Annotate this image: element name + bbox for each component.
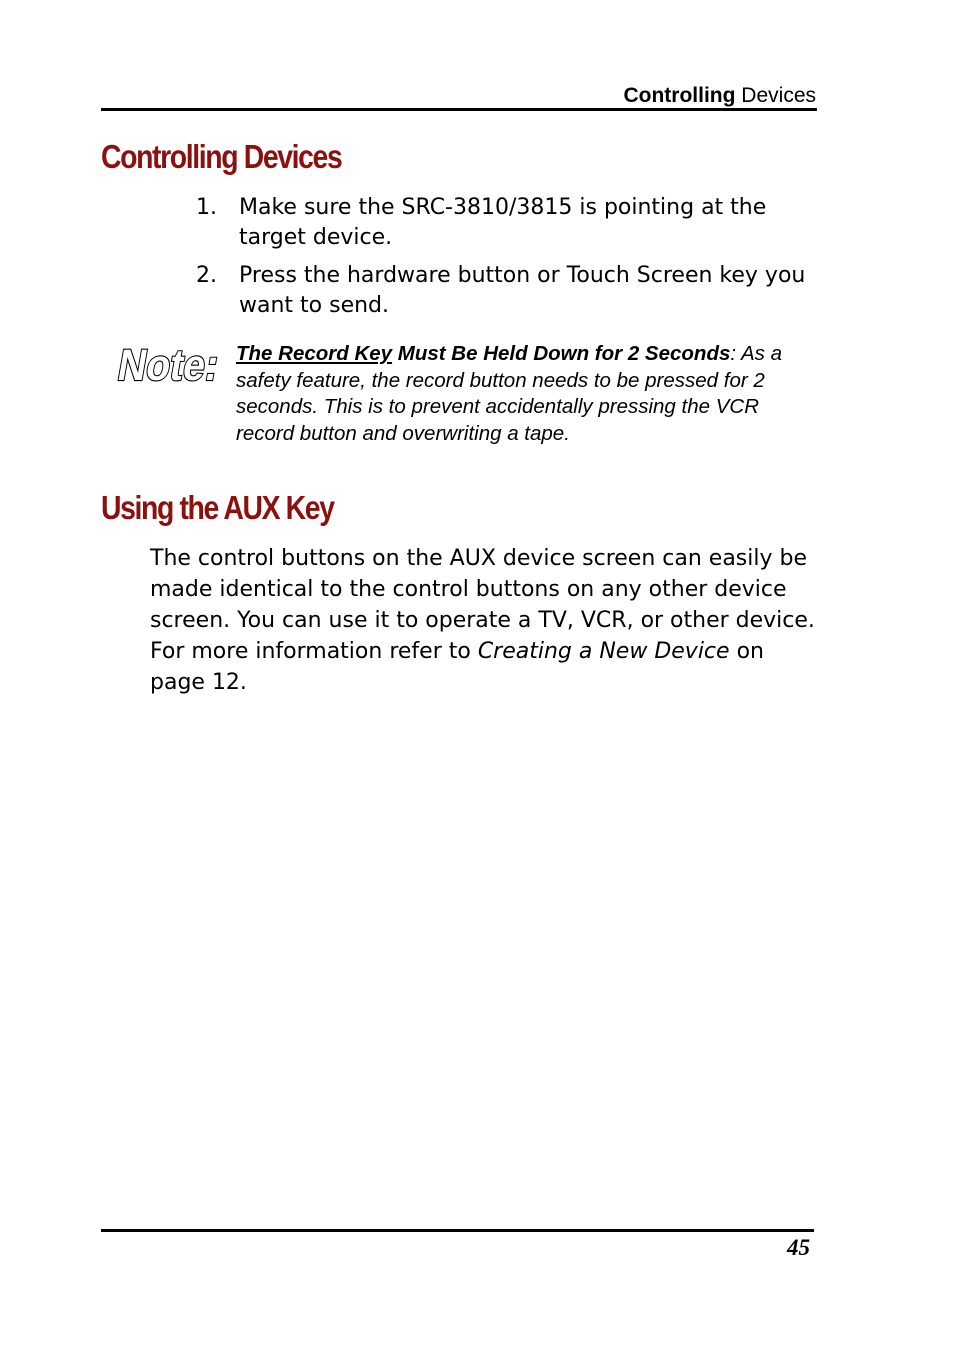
note-title-link[interactable]: The Record Key xyxy=(236,342,393,365)
page-number: 45 xyxy=(787,1235,810,1260)
note-text xyxy=(236,341,816,447)
running-header xyxy=(623,83,816,109)
step-text: Press the hardware button or Touch Screen key you want to send. xyxy=(239,263,806,318)
aux-paragraph xyxy=(150,543,818,698)
section-heading-controlling-devices: Controlling Devices xyxy=(101,138,342,175)
aux-paragraph-text: The control buttons on the AUX device screen can easily be made identical to the control buttons on any other device screen. You can use it to operate a TV, VCR, or other device. For more information refer to xyxy=(150,546,815,664)
step-number: 2. xyxy=(196,263,217,288)
aux-paragraph-text-end: on page 12. xyxy=(150,639,764,695)
note-title: Must Be Held Down for 2 Seconds xyxy=(392,342,731,365)
header-rule xyxy=(101,108,817,111)
note-title-colon: : xyxy=(730,342,737,365)
steps-list xyxy=(196,193,826,329)
step-number: 1. xyxy=(196,195,217,220)
step-text: Make sure the SRC-3810/3815 is pointing at the target device. xyxy=(239,195,767,250)
note-badge-text: Note: xyxy=(114,341,236,390)
creating-device-link[interactable]: Creating a New Device xyxy=(477,639,730,664)
running-header-bold: Controlling xyxy=(623,84,736,107)
note-body: As a safety feature, the record button needs to be pressed for 2 seconds. This is to prevent accidentally pressing the VCR record button and overwriting a tape. xyxy=(236,342,783,445)
list-item xyxy=(196,261,826,321)
list-item xyxy=(196,193,826,253)
note-badge-icon xyxy=(108,334,236,392)
section-heading-using-aux-key: Using the AUX Key xyxy=(101,489,334,526)
running-header-regular: Devices xyxy=(735,84,816,107)
footer-rule xyxy=(101,1229,814,1232)
